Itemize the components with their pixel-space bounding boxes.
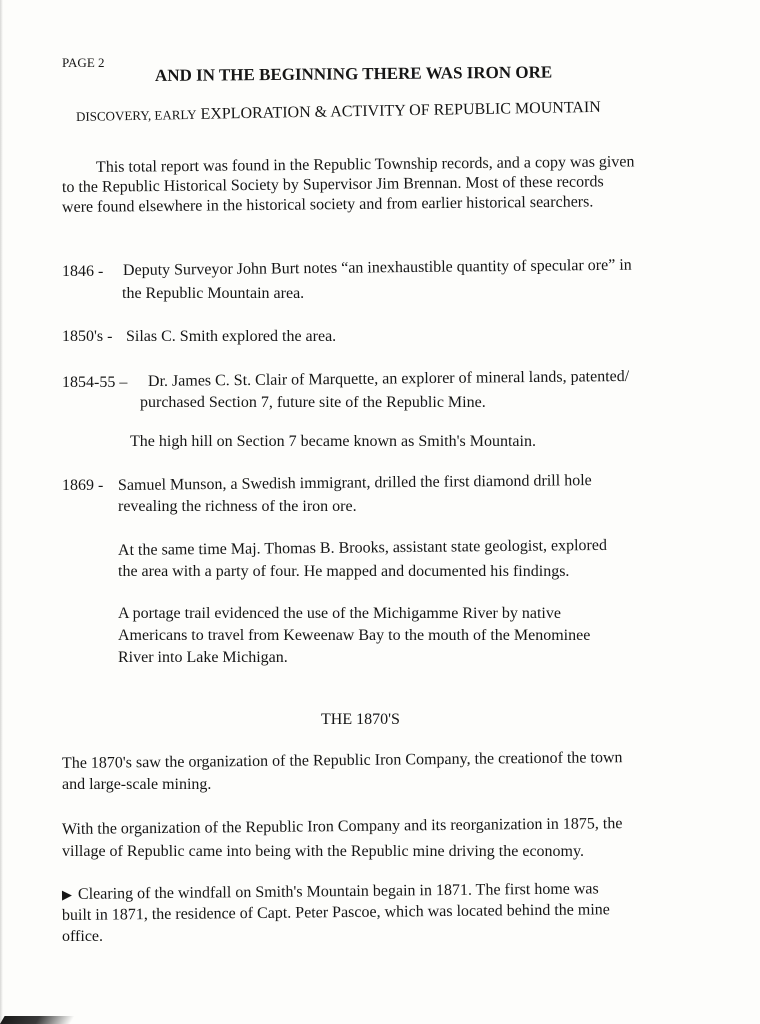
page-title: AND IN THE BEGINNING THERE WAS IRON ORE	[154, 62, 553, 85]
scan-artifact-mark	[0, 1016, 75, 1024]
timeline-1869-p3-line-1: A portage trail evidenced the use of the Michigamme River by native	[118, 605, 561, 622]
timeline-1869-line-2: revealing the richness of the iron ore.	[118, 498, 357, 515]
section-1870s-p1-line-1: The 1870's saw the organization of the Republic Iron Company, the creationof the town	[61, 749, 623, 772]
page-subtitle	[76, 99, 601, 126]
section-1870s-p2-line-2: village of Republic came into being with the Republic mine driving the economy.	[62, 843, 584, 860]
timeline-1854-line-2: purchased Section 7, future site of the Republic Mine.	[140, 394, 486, 411]
subtitle-small-caps: DISCOVERY, EARLY	[75, 106, 197, 124]
intro-line-2: to the Republic Historical Society by Supervisor Jim Brennan. Most of these records	[61, 173, 604, 196]
timeline-1846-line-1: Deputy Surveyor John Burt notes “an inexhaustible quantity of specular ore” in	[122, 256, 632, 279]
timeline-1869-p2-line-1: At the same time Maj. Thomas B. Brooks, assistant state geologist, explored	[117, 536, 608, 559]
timeline-1869-p2-line-2: the area with a party of four. He mapped and documented his findings.	[118, 563, 570, 580]
timeline-year-1854-55: 1854-55 –	[62, 374, 128, 391]
section-1870s-p3-line-3: office.	[62, 928, 104, 945]
section-1870s-p3-text-1: Clearing of the windfall on Smith's Mountain begain in 1871. The first home was	[77, 880, 599, 903]
page-label: PAGE 2	[62, 55, 105, 70]
timeline-1854-note: The high hill on Section 7 became known as Smith's Mountain.	[130, 433, 536, 450]
section-1870s-p3-line-2: built in 1871, the residence of Capt. Peter Pascoe, which was located behind the mine	[61, 901, 610, 924]
bullet-arrow-icon: ▶	[61, 886, 73, 902]
scan-edge	[0, 0, 3, 1024]
timeline-1869-line-1: Samuel Munson, a Swedish immigrant, drilled the first diamond drill hole	[117, 472, 592, 494]
timeline-1854-line-1: Dr. James C. St. Clair of Marquette, an explorer of mineral lands, patented/	[147, 367, 630, 390]
section-1870s-p1-line-2: and large-scale mining.	[62, 776, 212, 793]
timeline-1869-p3-line-3: River into Lake Michigan.	[118, 649, 288, 666]
intro-line-3: were found elsewhere in the historical society and from earlier historical searchers.	[61, 193, 594, 216]
timeline-year-1869: 1869 -	[62, 477, 104, 494]
timeline-1869-p3-line-2: Americans to travel from Keweenaw Bay to the mouth of the Menominee	[118, 627, 591, 644]
timeline-1846-line-2: the Republic Mountain area.	[122, 285, 305, 302]
subtitle-rest: EXPLORATION & ACTIVITY OF REPUBLIC MOUNTAIN	[200, 98, 601, 123]
timeline-1850s-text: Silas C. Smith explored the area.	[126, 328, 337, 345]
section-heading-1870s: THE 1870'S	[321, 711, 400, 728]
section-1870s-p2-line-1: With the organization of the Republic Iron Company and its reorganization in 1875, the	[61, 815, 623, 838]
timeline-year-1846: 1846 -	[62, 263, 104, 280]
timeline-year-1850s: 1850's -	[62, 328, 113, 345]
intro-line-1: This total report was found in the Republic Township records, and a copy was given	[95, 153, 635, 176]
